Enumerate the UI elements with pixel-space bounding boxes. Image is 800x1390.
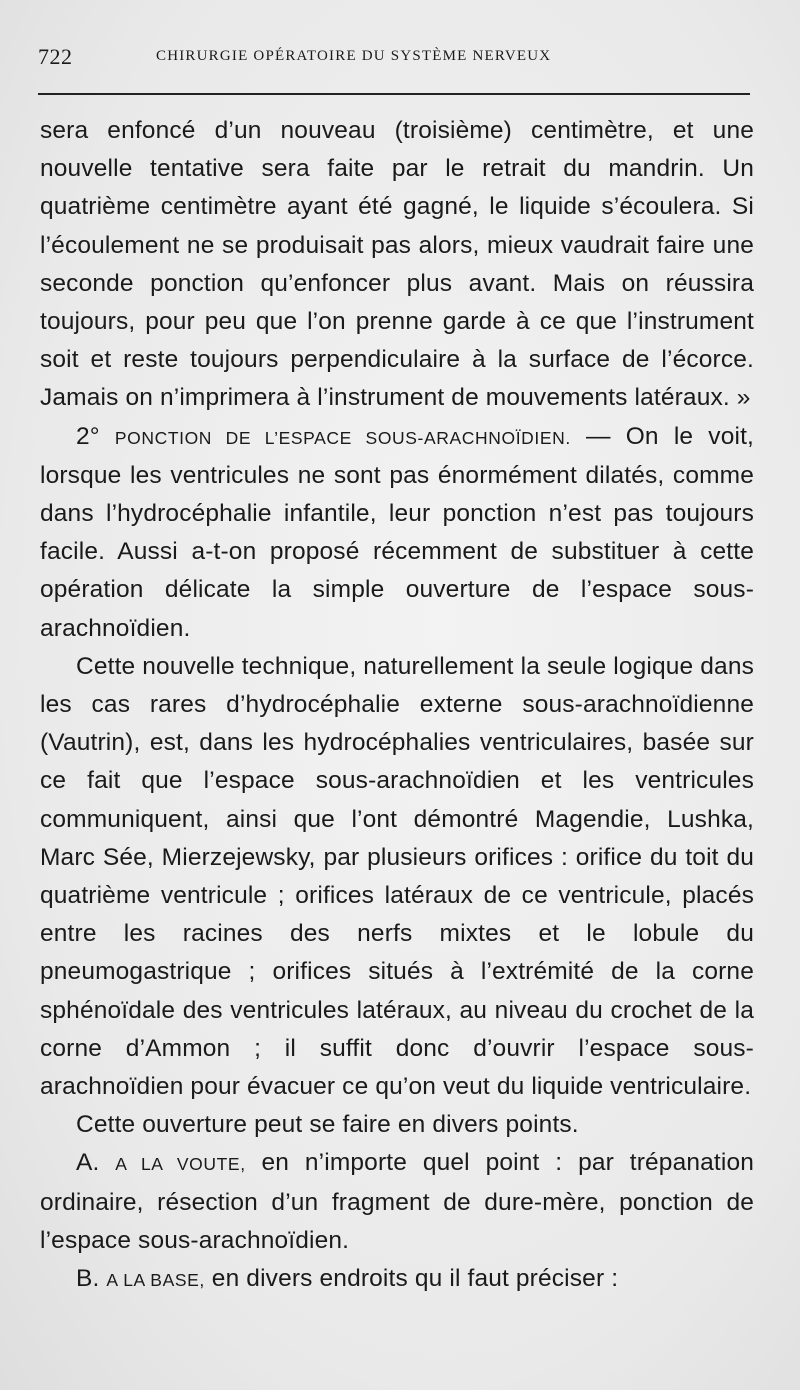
running-header: [38, 40, 748, 74]
item-letter: A.: [76, 1149, 100, 1177]
item-letter: B.: [76, 1265, 100, 1293]
item-heading: A LA VOUTE,: [115, 1154, 246, 1175]
item-text: en divers endroits qu il faut préciser :: [204, 1265, 619, 1293]
item-text: en n’importe quel point : par trépanation ordinaire, résection d’un fragment de dure-mère, ponction de l’espace sous-arachnoïdien.: [40, 1149, 754, 1254]
paragraph-points: Cette ouverture peut se faire en divers points.: [76, 1111, 579, 1139]
header-rule: [38, 93, 750, 95]
paragraph-item-a: [40, 1144, 754, 1260]
paragraph-item-b: [40, 1260, 754, 1299]
section-number: 2°: [76, 422, 100, 450]
page-number: 722: [38, 44, 73, 69]
running-title: CHIRURGIE OPÉRATOIRE DU SYSTÈME NERVEUX: [156, 48, 552, 64]
paragraph-continuation: sera enfoncé d’un nouveau (troisième) centimètre, et une nouvelle tentative sera faite par le retrait du mandrin. Un quatrième centimètre ayant été gagné, le liquide s’écoulera. Si l’écoulement ne se produisait pas alors, mieux vaudrait faire une seconde ponction qu’enfoncer plus avant. Mais on réussira toujours, pour peu que l’on prenne garde à ce que l’instrument soit et reste toujours perpendiculaire à la surface de l’écorce. Jamais on n’imprimera à l’instrument de mouvements latéraux. »: [40, 117, 754, 412]
section-text: — On le voit, lorsque les ventricules ne sont pas énormément dilatés, comme dans l’hydrocéphalie infantile, leur ponction n’est pas toujours facile. Aussi a-t-on proposé récemment de substituer à cette opération délicate la simple ouverture de l’espace sous-arachnoïdien.: [40, 422, 754, 642]
body-text: [40, 112, 754, 1299]
item-heading: A LA BASE,: [106, 1270, 205, 1291]
paragraph-section-2: [40, 418, 754, 648]
paragraph-technique: Cette nouvelle technique, naturellement la seule logique dans les cas rares d’hydrocéphalie externe sous-arachnoïdienne (Vautrin), est, dans les hydrocéphalies ventriculaires, basée sur ce fait que l’espace sous-arachnoïdien et les ventricules communiquent, ainsi que l’ont démontré Magendie, Lushka, Marc Sée, Mierzejewsky, par plusieurs orifices : orifice du toit du quatrième ventricule ; orifices latéraux de ce ventricule, placés entre les racines des nerfs mixtes et le lobule du pneumogastrique ; orifices situés à l’extrémité de la corne sphénoïdale des ventricules latéraux, au niveau du crochet de la corne d’Ammon ; il suffit donc d’ouvrir l’espace sous-arachnoïdien pour évacuer ce qu’on veut du liquide ventriculaire.: [40, 652, 754, 1101]
section-heading: PONCTION DE L’ESPACE SOUS-ARACHNOÏDIEN.: [114, 427, 571, 448]
